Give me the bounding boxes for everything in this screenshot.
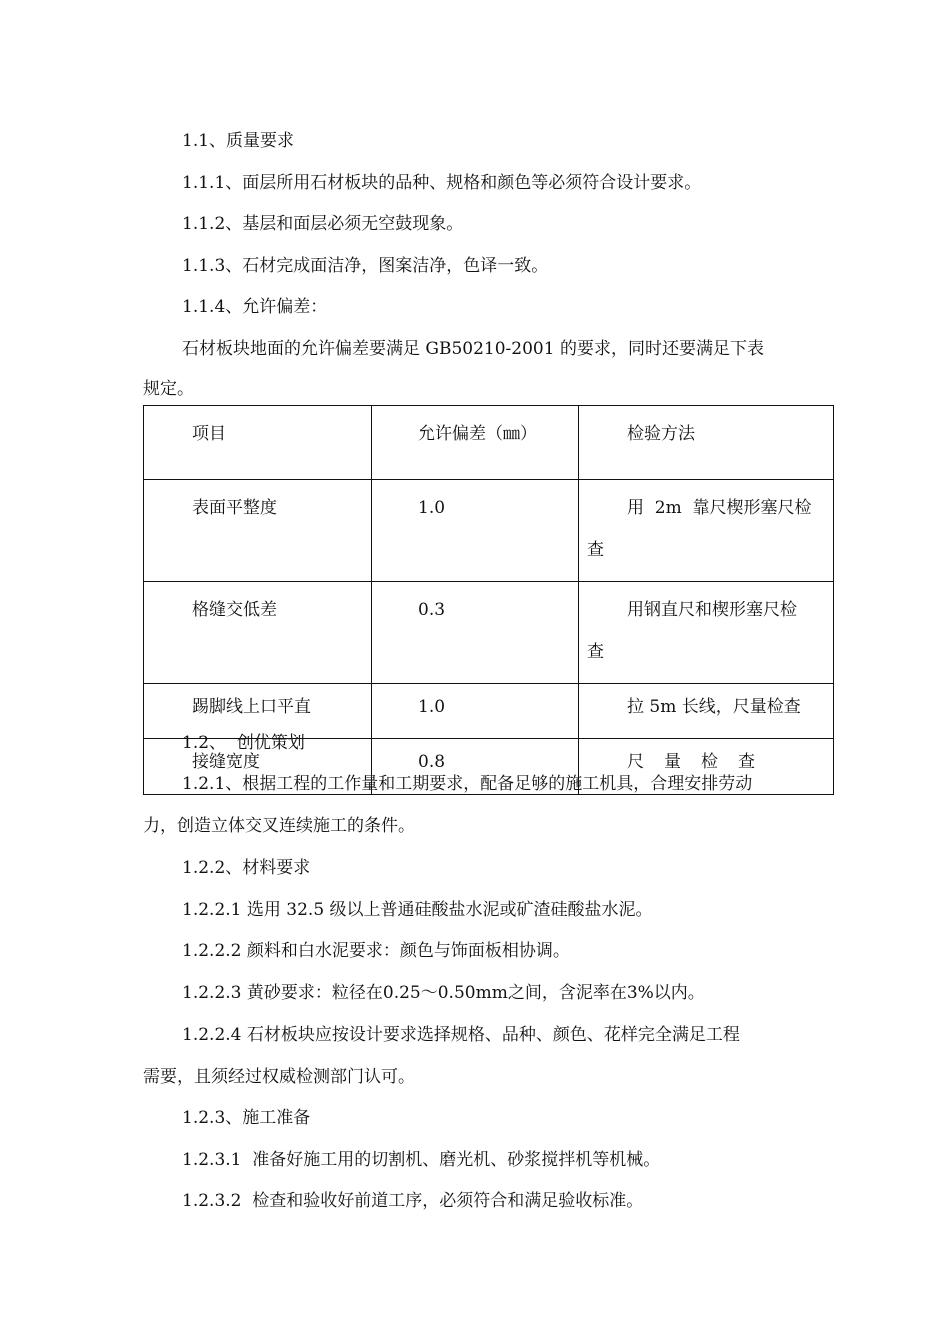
intro-line-1: 石材板块地面的允许偏差要满足 GB50210-2001 的要求，同时还要满足下表 — [182, 339, 764, 359]
heading-material-requirements: 1.2.2、材料要求 — [182, 858, 311, 878]
row-item: 接缝宽度 — [144, 739, 372, 795]
row-value: 0.3 — [372, 582, 579, 684]
row-method: 用 2m 靠尺楔形塞尺检 查 — [579, 480, 834, 582]
header-tolerance: 允许偏差（㎜） — [372, 406, 579, 480]
table-row — [144, 582, 834, 684]
paragraph-1-2-3-1: 1.2.3.1 准备好施工用的切割机、磨光机、砂浆搅拌机等机械。 — [182, 1150, 661, 1170]
header-method: 检验方法 — [579, 406, 834, 480]
row-method: 尺量检查 — [579, 739, 834, 795]
row-item: 踢脚线上口平直 — [144, 684, 372, 739]
table-header-row — [144, 406, 834, 480]
header-item: 项目 — [144, 406, 372, 480]
paragraph-1-1-4: 1.1.4、允许偏差： — [182, 297, 328, 317]
paragraph-1-1-2: 1.1.2、基层和面层必须无空鼓现象。 — [182, 214, 464, 234]
paragraph-1-1-3: 1.1.3、石材完成面洁净，图案洁净，色译一致。 — [182, 256, 549, 276]
paragraph-1-2-1-line1: 1.2.1、根据工程的工作量和工期要求，配备足够的施工机具，合理安排劳动 — [182, 774, 753, 794]
paragraph-1-2-1-line2: 力，创造立体交叉连续施工的条件。 — [143, 816, 415, 836]
paragraph-1-2-2-1: 1.2.2.1 选用 32.5 级以上普通硅酸盐水泥或矿渣硅酸盐水泥。 — [182, 900, 653, 920]
row-method: 用钢直尺和楔形塞尺检 查 — [579, 582, 834, 684]
intro-line-2: 规定。 — [143, 379, 194, 399]
paragraph-1-2-2-2: 1.2.2.2 颜料和白水泥要求：颜色与饰面板相协调。 — [182, 941, 570, 961]
heading-excellence-plan: 1.2、 创优策划 — [182, 733, 305, 753]
row-method: 拉 5m 长线，尺量检查 — [579, 684, 834, 739]
row-item: 表面平整度 — [144, 480, 372, 582]
paragraph-1-2-2-4-line2: 需要，且须经过权威检测部门认可。 — [143, 1067, 415, 1087]
table-row — [144, 480, 834, 582]
paragraph-1-2-3-2: 1.2.3.2 检查和验收好前道工序，必须符合和满足验收标准。 — [182, 1191, 644, 1211]
row-value: 1.0 — [372, 480, 579, 582]
heading-construction-preparation: 1.2.3、施工准备 — [182, 1108, 311, 1128]
row-item: 格缝交低差 — [144, 582, 372, 684]
table-row — [144, 684, 834, 739]
row-value: 1.0 — [372, 684, 579, 739]
paragraph-1-2-2-3: 1.2.2.3 黄砂要求：粒径在0.25～0.50mm之间，含泥率在3%以内。 — [182, 983, 705, 1003]
paragraph-1-2-2-4-line1: 1.2.2.4 石材板块应按设计要求选择规格、品种、颜色、花样完全满足工程 — [182, 1025, 740, 1045]
row-value: 0.8 — [372, 739, 579, 795]
paragraph-1-1-1: 1.1.1、面层所用石材板块的品种、规格和颜色等必须符合设计要求。 — [182, 173, 702, 193]
heading-quality-requirements: 1.1、质量要求 — [182, 131, 295, 151]
